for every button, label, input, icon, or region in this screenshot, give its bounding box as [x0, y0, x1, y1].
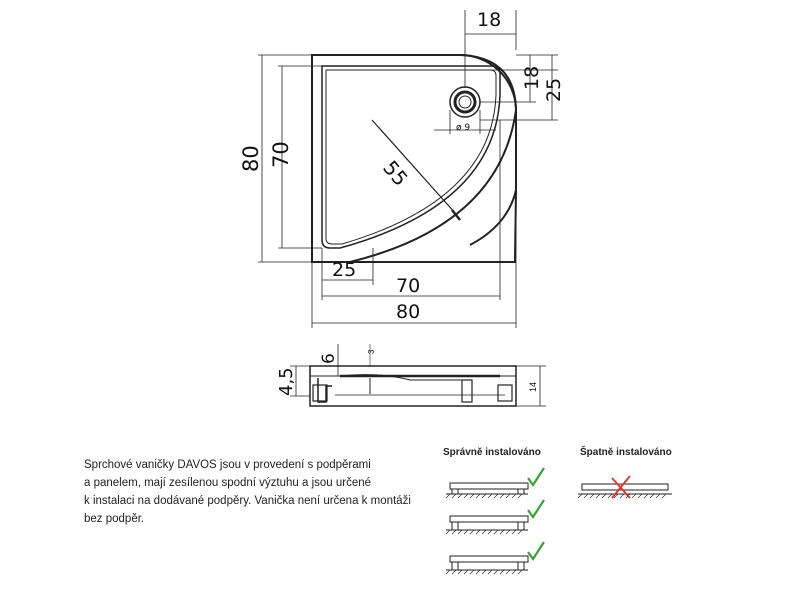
check-icon — [528, 468, 544, 485]
dim-radius: 55 — [378, 155, 413, 191]
dim-inner-height: 70 — [269, 141, 293, 168]
tray-outer-outline — [312, 55, 516, 262]
install-wrong — [578, 484, 672, 498]
check-icon — [528, 542, 544, 559]
tray-outer-arc — [312, 55, 516, 262]
drain-inner — [459, 96, 471, 108]
cross-icon — [612, 476, 630, 498]
description-line: Sprchové vaničky DAVOS jsou v provedení s podpěrami — [84, 459, 371, 471]
description-line: a panelem, mají zesílenou spodní výztuhu a jsou určené — [84, 477, 372, 489]
correct-install-label: Správně instalováno — [443, 447, 541, 458]
description-line: k instalaci na dodávané podpěry. Vanička není určena k montáži — [84, 495, 411, 507]
dim-drain-diameter: ø 9 — [456, 123, 471, 133]
dim-profile-14: 14 — [528, 381, 538, 392]
description-text — [84, 456, 411, 528]
install-correct-3 — [446, 556, 528, 574]
wrong-install-label: Špatně instalováno — [580, 447, 672, 458]
dim-inner-width: 70 — [396, 275, 421, 297]
drain-ring — [455, 92, 475, 112]
dim-right-18: 18 — [521, 65, 543, 90]
dim-top-offset: 18 — [477, 9, 502, 31]
profile-outline — [310, 366, 516, 406]
dim-outer-width: 80 — [396, 301, 421, 323]
tray-inner-basin — [322, 66, 500, 248]
install-correct-1 — [446, 483, 528, 498]
check-icon — [528, 500, 544, 517]
dim-right-25: 25 — [543, 77, 565, 102]
install-correct-2 — [446, 516, 528, 534]
tray-inner-rim — [326, 70, 496, 244]
dim-outer-height: 80 — [239, 145, 263, 172]
dim-profile-6: 6 — [319, 353, 339, 364]
dim-bottom-25: 25 — [332, 259, 357, 281]
dim-profile-3: 3 — [367, 349, 376, 354]
description-line: bez podpěr. — [84, 513, 145, 525]
dim-profile-4-5: 4,5 — [276, 367, 297, 396]
